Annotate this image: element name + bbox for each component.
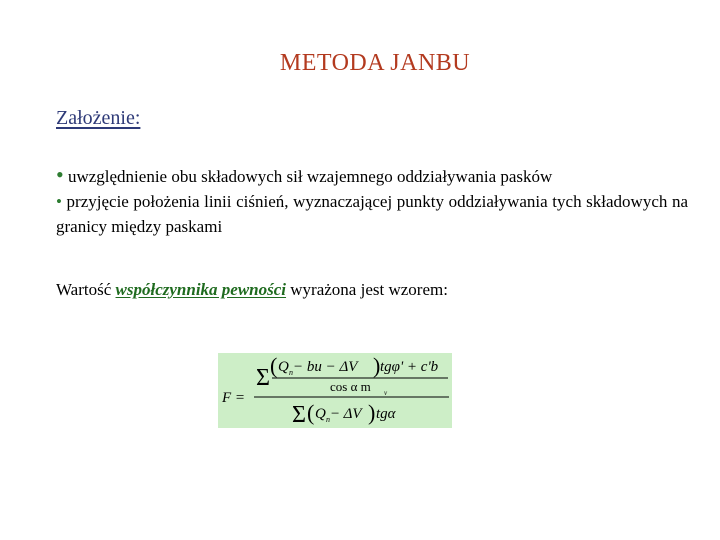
cos-term-subscript: v xyxy=(384,389,388,397)
sum-symbol-denominator: Σ xyxy=(292,402,306,428)
list-item xyxy=(56,162,688,189)
intro-text-after: wyrażona jest wzorem: xyxy=(286,280,448,299)
open-paren: ( xyxy=(270,353,278,378)
intro-text-before: Wartość xyxy=(56,280,116,299)
denominator-tail: tgα xyxy=(376,406,396,422)
open-paren-denominator: ( xyxy=(307,400,315,425)
assumption-list xyxy=(56,162,688,239)
janbu-formula xyxy=(218,353,452,428)
close-paren-denominator: ) xyxy=(368,400,376,425)
list-item xyxy=(56,189,688,239)
denominator-q-subscript: n xyxy=(326,415,330,424)
formula-intro xyxy=(56,280,448,300)
numerator-tail: tgφ' + c'b xyxy=(380,359,439,375)
bullet-icon: • xyxy=(56,162,64,187)
numerator-q-subscript: n xyxy=(289,368,293,377)
page-title: METODA JANBU xyxy=(279,50,471,76)
list-item-text: uwzględnienie obu składowych sił wzajemnego oddziaływania pasków xyxy=(67,167,553,186)
denominator-terms: − ΔV xyxy=(330,406,362,422)
denominator-q: Q xyxy=(315,406,326,422)
cos-term: cos α m xyxy=(330,379,371,394)
formula-lhs: F = xyxy=(222,390,246,406)
list-item-text: przyjęcie położenia linii ciśnień, wyznaczającej punkty oddziaływania tych składowych na granicy między paskami xyxy=(56,192,689,236)
close-paren: ) xyxy=(373,353,381,378)
assumption-heading: Założenie: xyxy=(56,107,141,129)
sum-symbol: Σ xyxy=(256,365,270,391)
numerator-q: Q xyxy=(278,359,289,375)
bullet-icon: • xyxy=(56,192,62,211)
safety-factor-term: współczynnika pewności xyxy=(115,280,287,299)
numerator-terms: − bu − ΔV xyxy=(293,359,358,375)
